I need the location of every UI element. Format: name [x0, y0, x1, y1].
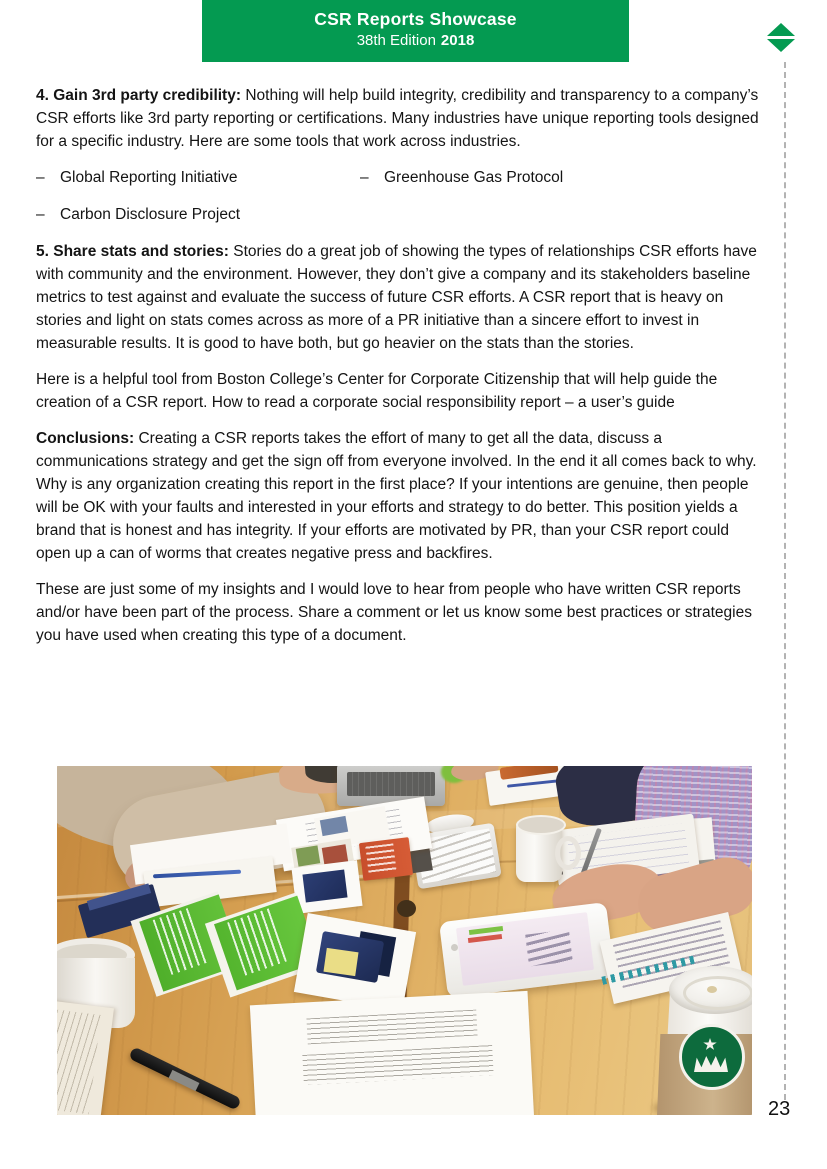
page-number: 23	[768, 1098, 791, 1120]
paragraph-lead: 5. Share stats and stories:	[36, 243, 229, 260]
paragraph-text: Stories do a great job of showing the types of relationships CSR efforts have with community and the environment. However, they don’t give a company and its stakeholders baseline metrics to test against and evaluate the success of future CSR efforts. A CSR report that is heavy on stories and light on stats comes across as more of a PR initiative than a sincere effort to invest in measurable results. It is good to have both, but go heavier on the stats than the stories.	[36, 243, 757, 352]
paragraph-lead: Conclusions:	[36, 430, 135, 447]
photo-laptop-keys	[347, 772, 435, 796]
page-title: CSR Reports Showcase	[314, 9, 517, 29]
list-item	[36, 166, 360, 189]
paragraph-credibility	[36, 84, 767, 153]
bullet-row-1	[36, 166, 767, 189]
paragraph-text: Nothing will help build integrity, credibility and transparency to a company’s CSR efforts like 3rd party reporting or certifications. Many industries have unique reporting tools designed for a specific industry. Here are some tools that work across industries.	[36, 87, 759, 150]
nav-diamond-icon[interactable]	[767, 23, 795, 53]
photo-ipad-home-button	[451, 944, 458, 951]
photo-ipad-text-lines	[525, 929, 573, 966]
photo-starbucks-logo	[679, 1024, 745, 1090]
edition-year: 2018	[440, 32, 475, 49]
bullet-dash-icon: –	[36, 169, 45, 186]
paragraph-lead: 4. Gain 3rd party credibility:	[36, 87, 242, 104]
bullet-dash-icon: –	[36, 206, 45, 223]
photo-starbucks-lid-ring	[683, 976, 752, 1010]
edition-line	[202, 32, 629, 49]
nav-up-arrow-icon[interactable]	[767, 23, 795, 36]
paragraph-boston-college: Here is a helpful tool from Boston College’s Center for Corporate Citizenship that will help guide the creation of a CSR report. How to read a corporate social responsibility report – a user’s guide	[36, 371, 718, 411]
list-item-label: Greenhouse Gas Protocol	[384, 169, 564, 186]
paragraph-text: Creating a CSR reports takes the effort of many to get all the data, discuss a communications strategy and get the sign off from everyone involved. In the end it all comes back to why. Why is any organization creating this report in the first place? If your intentions are genuine, then people will be OK with your faults and interested in your efforts and strategy to do better. This position yields a brand that is honest and has integrity. If your efforts are motivated by PR, than your CSR report could open up a can of worms that creates negative press and backfires.	[36, 430, 757, 562]
list-item	[36, 203, 360, 226]
body-text	[36, 84, 767, 660]
meeting-photo	[57, 766, 752, 1115]
paragraph-stats-stories	[36, 240, 767, 355]
photo-mug-right-rim	[516, 815, 566, 835]
photo-card-blue-image	[302, 870, 347, 903]
paragraph-conclusions	[36, 427, 767, 565]
paragraph-closing: These are just some of my insights and I would love to hear from people who have written CSR reports and/or have been part of the process. Share a comment or let us know some best practices or strategies you have used when creating this type of a document.	[36, 581, 752, 644]
list-item-label: Global Reporting Initiative	[60, 169, 238, 186]
nav-down-arrow-icon[interactable]	[767, 39, 795, 52]
photo-mug-right-handle	[555, 836, 581, 870]
photo-sticky-note	[323, 948, 358, 976]
photo-red-brochure-text	[365, 843, 396, 874]
edition-label: 38th Edition	[356, 32, 436, 49]
header-banner	[202, 0, 629, 62]
bullet-row-2	[36, 203, 767, 226]
photo-photo-card-green	[296, 845, 321, 866]
list-item	[360, 166, 684, 189]
list-item-label: Carbon Disclosure Project	[60, 206, 241, 223]
right-dashed-divider	[784, 62, 786, 1100]
bullet-dash-icon: –	[360, 169, 369, 186]
photo-table-knob	[397, 900, 416, 917]
photo-starbucks-lid-dot	[707, 986, 717, 993]
